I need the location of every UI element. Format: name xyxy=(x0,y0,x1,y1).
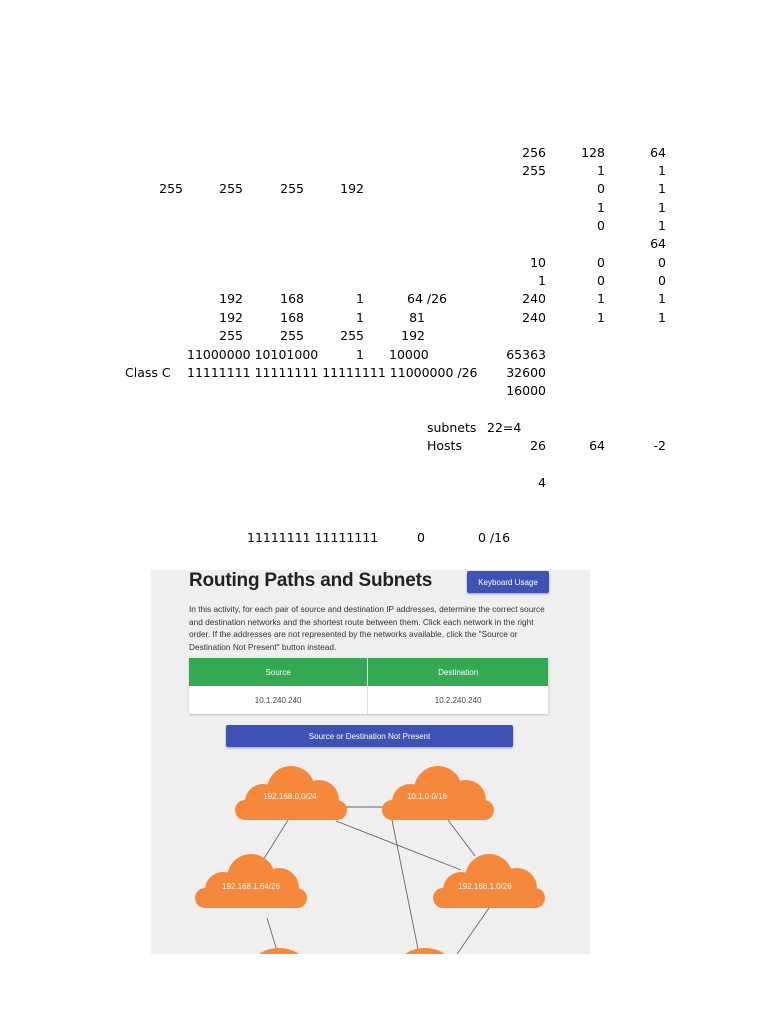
activity-instructions: In this activity, for each pair of source and destination IP addresses, determine the correct source and destination networks and the shortest route between them. Click each network in the right order. If the addresses are not represented by the networks available, click the "Source or Destination Not Present" button instead. xyxy=(189,604,545,652)
mask-255: 255 xyxy=(280,328,304,343)
val-1: 1 xyxy=(658,163,666,178)
ip-168: 168 xyxy=(280,310,304,325)
mask-255: 255 xyxy=(159,181,183,196)
class-label: Class C xyxy=(125,365,171,380)
binary-0: 0 xyxy=(417,530,425,545)
source-ip: 10.1.240.240 xyxy=(189,686,368,714)
mask-255: 255 xyxy=(280,181,304,196)
binary-1: 1 xyxy=(356,347,364,362)
val-64: 64 xyxy=(650,145,666,160)
source-header: Source xyxy=(189,658,368,686)
ip-192: 192 xyxy=(219,291,243,306)
val-255: 255 xyxy=(522,163,546,178)
hosts-minus-2: -2 xyxy=(653,438,666,453)
mask-255: 255 xyxy=(219,328,243,343)
activity-title: Routing Paths and Subnets xyxy=(189,570,433,591)
binary-16: 11111111 11111111 xyxy=(247,530,379,545)
val-1: 1 xyxy=(597,200,605,215)
hosts-label: Hosts xyxy=(427,438,462,453)
binary-0-16: 0 /16 xyxy=(478,530,511,545)
hosts-64: 64 xyxy=(589,438,605,453)
val-1: 1 xyxy=(538,273,546,288)
val-0: 0 xyxy=(597,181,605,196)
network-cloud-192-168-0-0[interactable] xyxy=(235,766,347,820)
hosts-26: 26 xyxy=(530,438,546,453)
val-16000: 16000 xyxy=(506,383,546,398)
val-1: 1 xyxy=(658,181,666,196)
val-4: 4 xyxy=(538,475,546,490)
ip-192: 192 xyxy=(219,310,243,325)
ip-1: 1 xyxy=(356,310,364,325)
val-0: 0 xyxy=(597,218,605,233)
ip-64-26: 64 /26 xyxy=(407,291,447,306)
val-1: 1 xyxy=(597,310,605,325)
network-cloud-10-1-0-0[interactable] xyxy=(382,766,494,820)
val-0: 0 xyxy=(597,273,605,288)
val-1: 1 xyxy=(658,310,666,325)
subnets-value: 22=4 xyxy=(487,420,522,435)
binary-mask: 11111111 11111111 11111111 11000000 /26 xyxy=(187,365,478,380)
val-1: 1 xyxy=(597,163,605,178)
val-0: 0 xyxy=(658,273,666,288)
cloud-label: 192.168.1.64/26 xyxy=(222,882,280,891)
mask-255: 255 xyxy=(340,328,364,343)
cloud-label: 192.168.0.0/24 xyxy=(263,792,317,801)
ip-81: 81 xyxy=(409,310,425,325)
destination-ip: 10.2.240.240 xyxy=(368,686,549,714)
cloud-label: 10.1.0.0/16 xyxy=(406,792,448,801)
ip-168: 168 xyxy=(280,291,304,306)
val-1: 1 xyxy=(658,200,666,215)
keyboard-usage-button[interactable]: Keyboard Usage xyxy=(467,571,549,593)
mask-255: 255 xyxy=(219,181,243,196)
binary-10000: 10000 xyxy=(389,347,429,362)
val-128: 128 xyxy=(581,145,605,160)
partial-cloud-icon xyxy=(255,948,449,954)
val-1: 1 xyxy=(658,218,666,233)
binary-octets: 11000000 10101000 xyxy=(187,347,319,362)
ip-1: 1 xyxy=(356,291,364,306)
val-32600: 32600 xyxy=(506,365,546,380)
val-0: 0 xyxy=(597,255,605,270)
val-65363: 65363 xyxy=(506,347,546,362)
val-256: 256 xyxy=(522,145,546,160)
network-cloud-192-168-1-64[interactable] xyxy=(195,854,307,908)
val-1: 1 xyxy=(597,291,605,306)
val-1: 1 xyxy=(658,291,666,306)
val-64: 64 xyxy=(650,236,666,251)
subnets-label: subnets xyxy=(427,420,477,435)
val-0: 0 xyxy=(658,255,666,270)
mask-192: 192 xyxy=(401,328,425,343)
routing-activity-panel xyxy=(151,570,590,954)
not-present-button[interactable]: Source or Destination Not Present xyxy=(226,725,513,747)
cloud-label: 192.168.1.0/26 xyxy=(458,882,512,891)
network-cloud-192-168-1-0[interactable] xyxy=(433,854,545,908)
val-240: 240 xyxy=(522,310,546,325)
network-diagram xyxy=(151,570,590,954)
val-240: 240 xyxy=(522,291,546,306)
val-10: 10 xyxy=(530,255,546,270)
destination-header: Destination xyxy=(368,658,549,686)
mask-192: 192 xyxy=(340,181,364,196)
